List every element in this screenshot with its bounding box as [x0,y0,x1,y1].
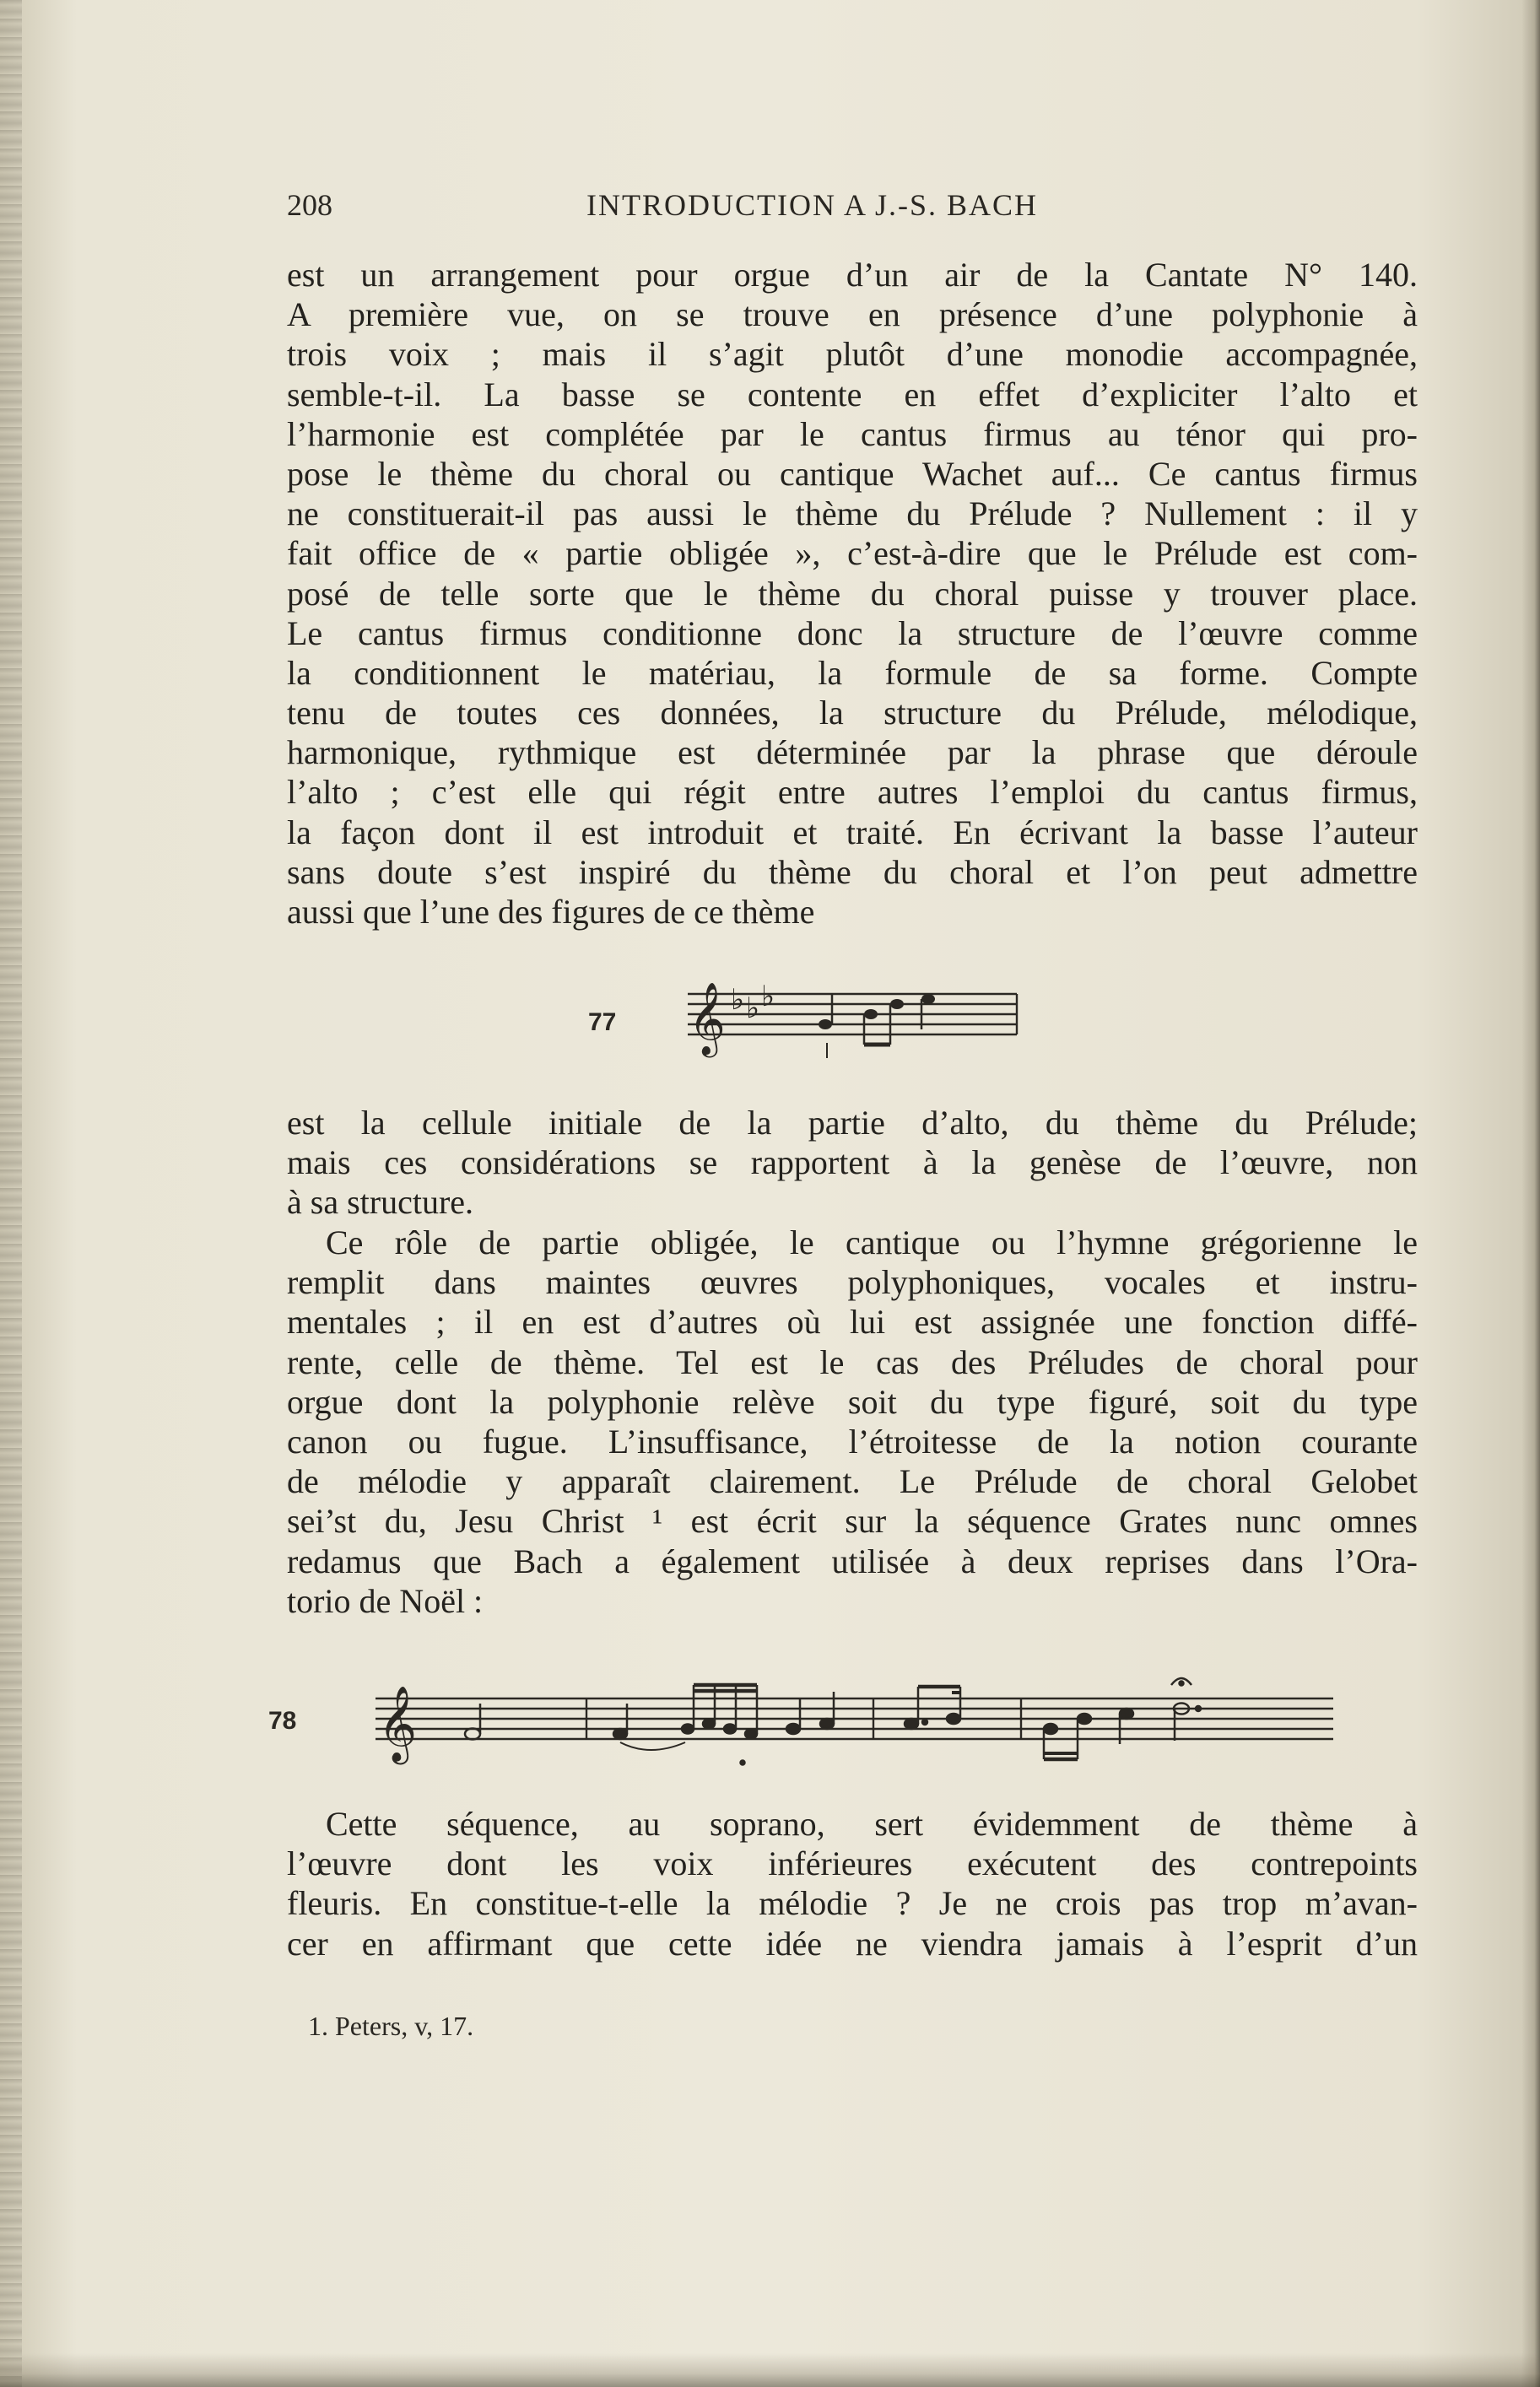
text-line: la conditionnent le matériau, la formule de sa forme. Compte [287,653,1418,692]
page-left-edge [0,0,22,2387]
page-right-edge [1521,0,1540,2387]
text-line: fait office de « partie obligée », c’est-à-dire que le Prélude est com- [287,534,1418,573]
text-line: canon ou fugue. L’insuffisance, l’étroitesse de la notion courante [287,1422,1418,1461]
svg-text:𝄞: 𝄞 [378,1686,418,1762]
page-bottom-edge [0,2353,1540,2387]
paragraph-1 [287,255,1418,932]
page-number: 208 [287,188,332,222]
text-line: tenu de toutes ces données, la structure du Prélude, mélodique, [287,694,1418,732]
paragraph-3 [287,1223,1418,1621]
text-line: pose le thème du choral ou cantique Wachet auf... Ce cantus firmus [287,454,1418,493]
text-line: fleuris. En constitue-t-elle la mélodie ? Je ne crois pas trop m’avan- [287,1884,1418,1923]
text-line: l’œuvre dont les voix inférieures exécutent des contrepoints [287,1844,1418,1883]
text-line: orgue dont la polyphonie relève soit du type figuré, soit du type [287,1382,1418,1421]
text-line: l’harmonie est complétée par le cantus firmus au ténor qui pro- [287,414,1418,453]
running-title: INTRODUCTION A J.-S. BACH [586,188,1039,222]
example-77-label: 77 [588,1008,617,1036]
text-line: Cette séquence, au soprano, sert évidemment de thème à [326,1805,1418,1843]
text-line: semble-t-il. La basse se contente en effet d’expliciter l’alto et [287,375,1418,413]
text-line: mais ces considérations se rapportent à la genèse de l’œuvre, non [287,1143,1418,1182]
text-line: remplit dans maintes œuvres polyphoniques, vocales et instru- [287,1263,1418,1302]
text-line: redamus que Bach a également utilisée à deux reprises dans l’Ora- [287,1542,1418,1580]
music-example-77 [684,969,1021,1070]
text-line: torio de Noël : [287,1581,484,1620]
text-line: l’alto ; c’est elle qui régit entre autres l’emploi du cantus firmus, [287,773,1418,812]
svg-text:♭: ♭ [746,991,760,1025]
text-line: est un arrangement pour orgue d’un air de la Cantate N° 140. [287,256,1418,294]
text-line: harmonique, rythmique est déterminée par la phrase que déroule [287,733,1418,772]
svg-text:♭: ♭ [731,983,745,1017]
text-line: cer en affirmant que cette idée ne viendra jamais à l’esprit d’un [287,1924,1418,1963]
svg-text:𝄞: 𝄞 [689,982,726,1055]
text-line: à sa structure. [287,1183,474,1222]
svg-text:♭: ♭ [761,980,775,1013]
music-example-78 [371,1666,1342,1776]
text-line: A première vue, on se trouve en présence d’une polyphonie à [287,295,1418,334]
text-line: Ce rôle de partie obligée, le cantique ou l’hymne grégorienne le [326,1223,1418,1261]
paragraph-4 [287,1804,1418,1963]
text-line: de mélodie y apparaît clairement. Le Prélude de choral Gelobet [287,1462,1418,1501]
text-line: est la cellule initiale de la partie d’alto, du thème du Prélude; [287,1104,1418,1142]
paragraph-2 [287,1103,1418,1223]
text-line: posé de telle sorte que le thème du choral puisse y trouver place. [287,574,1418,613]
text-line: sei’st du, Jesu Christ ¹ est écrit sur la séquence Grates nunc omnes [287,1502,1418,1541]
example-78-label: 78 [268,1707,297,1735]
text-line: Le cantus firmus conditionne donc la structure de l’œuvre comme [287,613,1418,652]
text-line: la façon dont il est introduit et traité. En écrivant la basse l’auteur [287,813,1418,851]
text-line: ne constituerait-il pas aussi le thème du Prélude ? Nullement : il y [287,494,1418,533]
text-line: aussi que l’une des figures de ce thème [287,893,815,931]
text-line: mentales ; il en est d’autres où lui est assignée une fonction diffé- [287,1303,1418,1342]
footnote: 1. Peters, v, 17. [308,2011,474,2041]
text-line: rente, celle de thème. Tel est le cas des Préludes de choral pour [287,1342,1418,1381]
text-line: sans doute s’est inspiré du thème du choral et l’on peut admettre [287,852,1418,891]
page-header [287,187,1418,233]
text-line: trois voix ; mais il s’agit plutôt d’une monodie accompagnée, [287,335,1418,374]
